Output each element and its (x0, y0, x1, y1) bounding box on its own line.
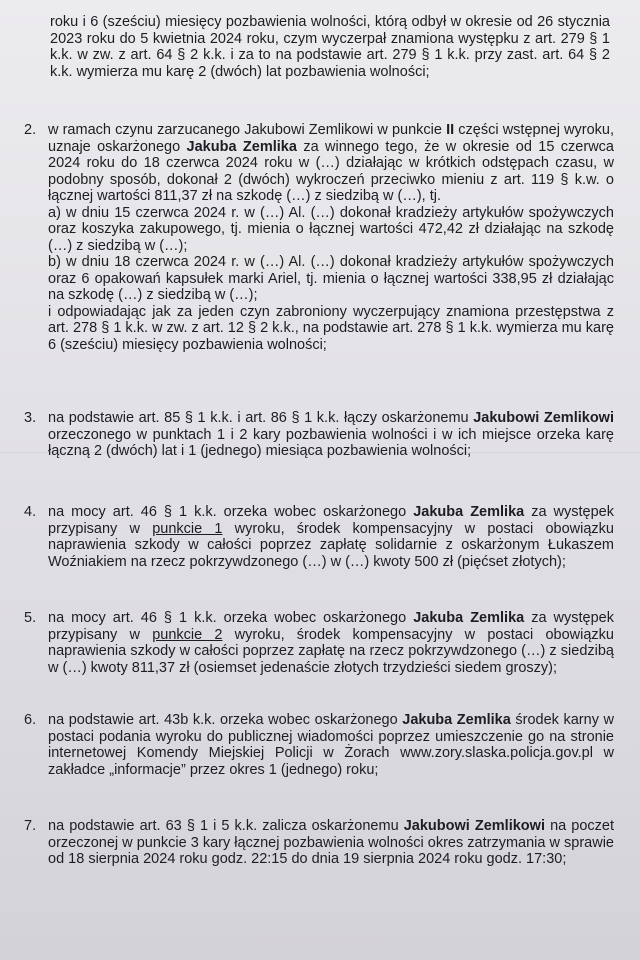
item-number: 7. (24, 818, 37, 834)
defendant-name: Jakubowi Zemlikowi (473, 410, 614, 426)
section-ref: II (446, 122, 455, 138)
verdict-item-3 (24, 410, 614, 460)
item-body: na mocy art. 46 § 1 k.k. orzeka wobec oskarżonego Jakuba Zemlika za występek przypisany w punkcie 2 wyroku, środek kompensacyjny w postaci obowiązku naprawienia szkody w całości poprzez zapłatę na rzecz pokrzywdzonego (…) z siedzibą w (…) kwoty 811,37 zł (osiemset jedenaście złotych trzydzieści siedem groszy); (48, 610, 614, 676)
item-number: 5. (24, 610, 37, 626)
defendant-name: Jakubowi Zemlikowi (403, 818, 545, 834)
defendant-name: Jakuba Zemlika (413, 610, 525, 626)
defendant-name: Jakuba Zemlika (186, 138, 297, 155)
item-2-subpoint-a: a) w dniu 15 czerwca 2024 r. w (…) Al. (…) dokonał kradzieży artykułów spożywczych oraz koszyka zakupowego, tj. mienia o łącznej wartości 472,42 zł działając na szkodę (…) z siedzibą w (…); (48, 204, 614, 254)
verdict-item-6 (24, 712, 614, 778)
verdict-item-4 (24, 504, 614, 570)
item-body: na podstawie art. 63 § 1 i 5 k.k. zalicza oskarżonemu Jakubowi Zemlikowi na poczet orzeczonej w punkcie 3 kary łącznej pozbawienia wolności okres zatrzymania w sprawie od 18 sierpnia 2024 roku godz. 22:15 do dnia 19 sierpnia 2024 roku godz. 17:30; (48, 818, 614, 867)
item-body: na podstawie art. 43b k.k. orzeka wobec oskarżonego Jakuba Zemlika środek karny w postaci podania wyroku do publicznej wiadomości poprzez umieszczenie go na stronie internetowej Komendy Miejskiej Policji w Żorach www.zory.slaska.policja.gov.pl w zakładce „informacje” przez okres 1 (jednego) roku; (48, 712, 615, 778)
item-reference: punkcie 1 (152, 520, 223, 537)
verdict-item-5 (24, 610, 614, 676)
item-body: na podstawie art. 85 § 1 k.k. i art. 86 § 1 k.k. łączy oskarżonemu Jakubowi Zemlikowi orzeczonego w punktach 1 i 2 kary pozbawienia wolności i w ich miejsce orzeka karę łączną 2 (dwóch) lat i 1 (jednego) miesiąca pozbawienia wolności; (48, 410, 614, 459)
item-number: 6. (24, 712, 37, 728)
item-number: 3. (24, 410, 37, 426)
defendant-name: Jakuba Zemlika (413, 504, 525, 520)
item-number: 4. (24, 504, 37, 520)
item-reference: punkcie 2 (152, 626, 223, 643)
item-2-sentence: i odpowiadając jak za jeden czyn zabroniony wyczerpujący znamiona przestępstwa z art. 278 § 1 k.k. w zw. z art. 12 § 2 k.k., na podstawie art. 278 § 1 k.k. wymierza mu karę 6 (sześciu) miesięcy pozbawienia wolności; (48, 303, 614, 353)
verdict-item-7 (24, 818, 614, 868)
verdict-item-2 (24, 122, 614, 353)
previous-item-continuation: roku i 6 (sześciu) miesięcy pozbawienia wolności, którą odbył w okresie od 26 stycznia 2023 roku do 5 kwietnia 2024 roku, czym wyczerpał znamiona występku z art. 279 § 1 k.k. w zw. z art. 64 § 2 k.k. i za to na podstawie art. 279 § 1 k.k. przy zast. art. 64 § 2 k.k. wymierza mu karę 2 (dwóch) lat pozbawienia wolności; (50, 14, 610, 80)
item-2-intro: w ramach czynu zarzucanego Jakubowi Zemlikowi w punkcie II części wstępnej wyroku, uznaje oskarżonego Jakuba Zemlika za winnego tego, że w okresie od 15 czerwca 2024 roku do 18 czerwca 2024 roku w (…) działając w krótkich odstępach czasu, w podobny sposób, dokonał 2 (dwóch) wykroczeń przeciwko mieniu z art. 119 § k.w. o łącznej wartości 811,37 zł na szkodę (…) z siedzibą w (…), tj. (48, 122, 615, 204)
item-number: 2. (24, 122, 37, 138)
item-body: na mocy art. 46 § 1 k.k. orzeka wobec oskarżonego Jakuba Zemlika za występek przypisany w punkcie 1 wyroku, środek kompensacyjny w postaci obowiązku naprawienia szkody w całości poprzez zapłatę solidarnie z oskarżonym Łukaszem Woźniakiem na rzecz pokrzywdzonego (…) w (…) kwoty 500 zł (pięćset złotych); (48, 504, 614, 570)
defendant-name: Jakuba Zemlika (402, 712, 511, 728)
item-2-subpoint-b: b) w dniu 18 czerwca 2024 r. w (…) Al. (…) dokonał kradzieży artykułów spożywczych oraz 6 opakowań kapsułek marki Ariel, tj. mienia o łącznej wartości 338,95 zł działając na szkodę (…) z siedzibą w (…); (48, 254, 614, 303)
item-body (48, 122, 614, 353)
